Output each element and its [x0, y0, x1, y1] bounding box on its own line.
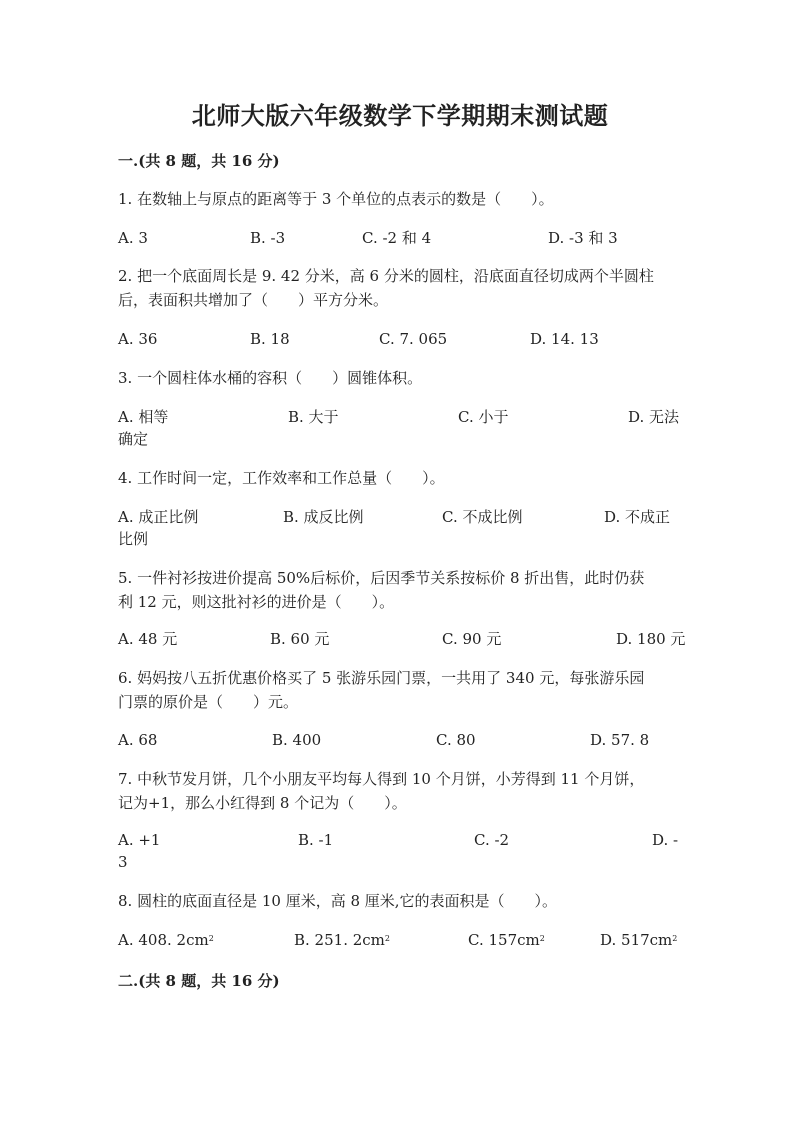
question-stem: 7. 中秋节发月饼，几个小朋友平均每人得到 10 个月饼，小芳得到 11 个月饼，	[118, 770, 645, 788]
option-c: C. $157cm^2$	[468, 931, 545, 949]
option-c: C. 90 元	[442, 630, 502, 648]
section-heading-2: 二.(共 8 题，共 16 分)	[118, 972, 280, 990]
option-d: D. 180 元	[616, 630, 686, 648]
question-stem: 2. 把一个底面周长是 9. 42 分米，高 6 分米的圆柱，沿底面直径切成两个半圆柱	[118, 267, 654, 285]
option-c: C. 小于	[458, 408, 509, 426]
option-c: C. 不成比例	[442, 508, 523, 526]
question-5	[118, 566, 683, 614]
option-b: B. 大于	[288, 408, 339, 426]
question-stem: 4. 工作时间一定，工作效率和工作总量（ ）。	[118, 469, 445, 487]
option-d: D. 无法	[628, 408, 680, 426]
option-a: A. 68	[118, 731, 158, 749]
superscript-2: 2	[539, 934, 545, 943]
question-1	[118, 187, 683, 211]
option-a: A. 408. $2cm^2$	[118, 931, 214, 949]
option-b: B. 成反比例	[283, 508, 364, 526]
option-b: B. 60 元	[270, 630, 330, 648]
option-d-wrap: 3	[118, 853, 128, 871]
option-b: B. -1	[298, 831, 334, 849]
question-stem-cont: 门票的原价是（ ）元。	[118, 693, 299, 711]
option-b: B. 18	[250, 330, 290, 348]
option-a: A. +1	[118, 831, 161, 849]
option-b: B. 251. $2cm^2$	[294, 931, 390, 949]
option-b: B. 400	[272, 731, 322, 749]
option-c: C. -2	[474, 831, 510, 849]
option-a: A. 36	[118, 330, 158, 348]
page-title: 北师大版六年级数学下学期期末测试题	[191, 101, 609, 130]
option-d: D. -3 和 3	[548, 229, 618, 247]
question-stem: 1. 在数轴上与原点的距离等于 3 个单位的点表示的数是（ ）。	[118, 190, 554, 208]
option-d: D. $517cm^2$	[600, 931, 678, 949]
question-4	[118, 466, 683, 490]
question-stem-cont: 利 12 元，则这批衬衫的进价是（ ）。	[118, 593, 395, 611]
option-a: A. 3	[118, 229, 148, 247]
option-c: C. 7. 065	[379, 330, 448, 348]
superscript-2: 2	[672, 934, 678, 943]
option-d: D. 不成正	[604, 508, 671, 526]
question-stem: 6. 妈妈按八五折优惠价格买了 5 张游乐园门票，一共用了 340 元，每张游乐园	[118, 669, 645, 687]
question-stem-cont: 后，表面积共增加了（ ）平方分米。	[118, 291, 389, 309]
option-c: C. 80	[436, 731, 476, 749]
question-6	[118, 666, 683, 714]
option-a: A. 相等	[118, 408, 169, 426]
superscript-2: 2	[208, 934, 214, 943]
option-c: C. -2 和 4	[362, 229, 432, 247]
question-stem: 8. 圆柱的底面直径是 10 厘米，高 8 厘米,它的表面积是（ ）。	[118, 892, 558, 910]
option-d: D. 14. 13	[530, 330, 599, 348]
section-heading-1: 一.(共 8 题，共 16 分)	[118, 152, 280, 170]
question-stem: 3. 一个圆柱体水桶的容积（ ）圆锥体积。	[118, 369, 423, 387]
question-8	[118, 889, 683, 913]
option-a: A. 成正比例	[118, 508, 199, 526]
option-d: D. 57. 8	[590, 731, 650, 749]
option-d-wrap: 比例	[118, 530, 149, 548]
question-stem-cont: 记为+1，那么小红得到 8 个记为（ ）。	[118, 794, 407, 812]
option-a: A. 48 元	[118, 630, 178, 648]
question-stem: 5. 一件衬衫按进价提高 50%后标价，后因季节关系按标价 8 折出售，此时仍获	[118, 569, 645, 587]
option-d-wrap: 确定	[118, 430, 149, 448]
question-2	[118, 264, 683, 312]
question-3	[118, 366, 683, 390]
question-7	[118, 767, 683, 815]
option-d: D. -	[652, 831, 679, 849]
superscript-2: 2	[384, 934, 390, 943]
option-b: B. -3	[250, 229, 286, 247]
